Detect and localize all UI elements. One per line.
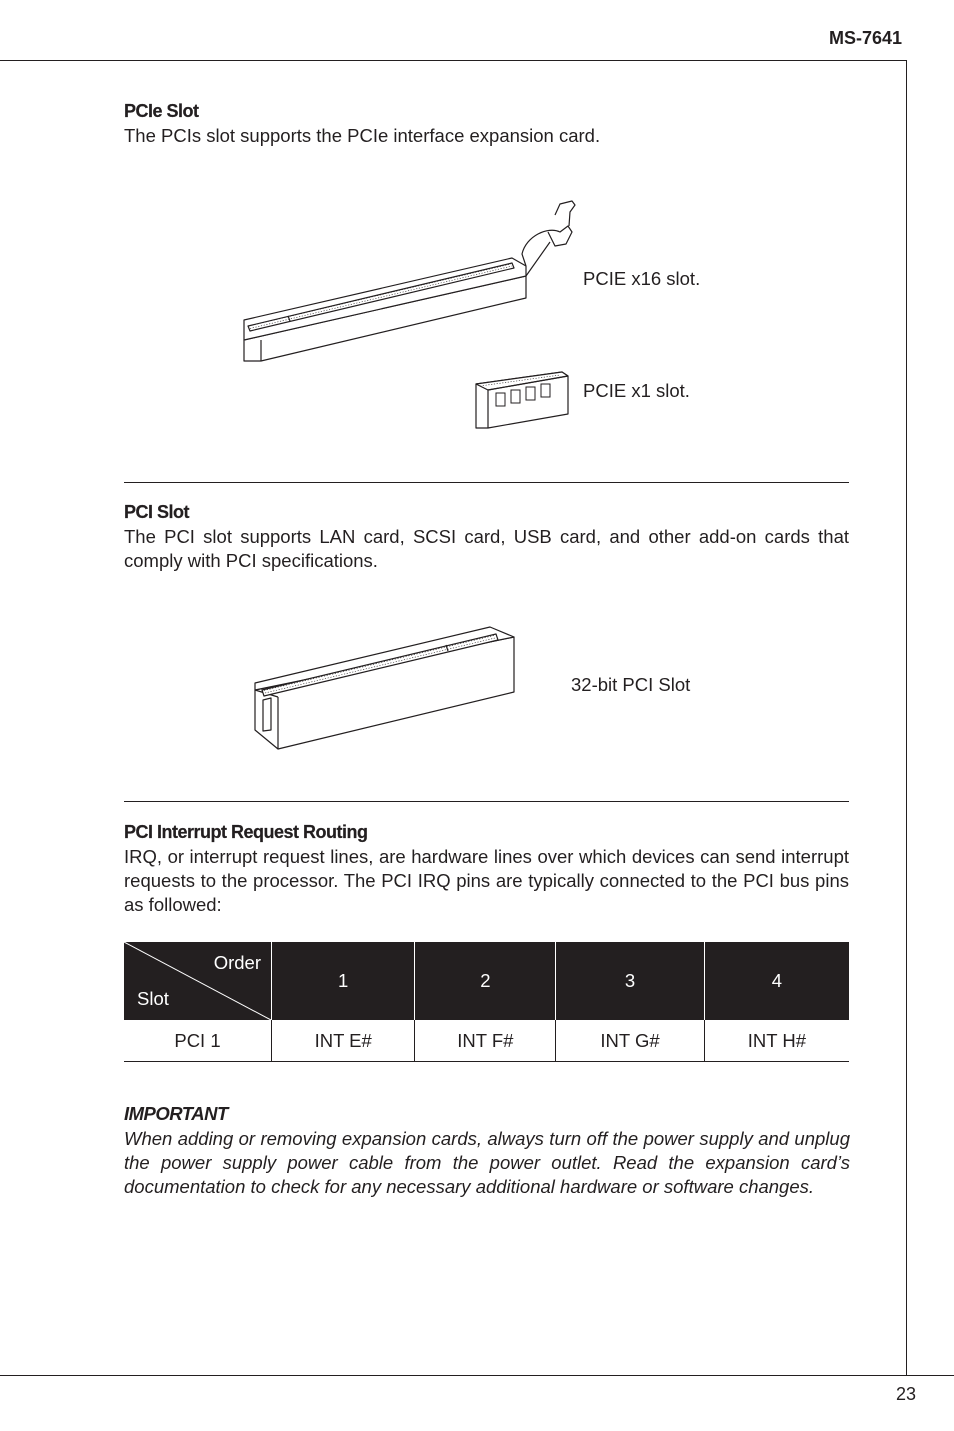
pcie-slot-heading: PCIe Slot: [124, 101, 199, 121]
corner-slot-label: Slot: [137, 988, 169, 1009]
slot-name-cell: PCI 1: [124, 1020, 272, 1062]
table-corner-cell: [124, 942, 272, 1020]
section-divider: [124, 801, 849, 802]
table-row: [124, 1020, 849, 1062]
order-header: 1: [272, 942, 415, 1020]
pci-slot-label: 32-bit PCI Slot: [571, 674, 691, 695]
important-note: When adding or removing expansion cards, always turn off the power supply and unplug the power supply power cable from the power outlet. Read the expansion card’s documentation to check for any necessary additional hardware or software changes.: [124, 1128, 850, 1197]
corner-order-label: Order: [213, 952, 261, 973]
order-header: 2: [415, 942, 556, 1020]
irq-cell: INT F#: [415, 1020, 556, 1062]
important-heading: IMPORTANT: [124, 1103, 228, 1124]
table-header-row: [124, 942, 849, 1020]
order-header: 4: [704, 942, 849, 1020]
irq-cell: INT H#: [704, 1020, 849, 1062]
pcie-x16-label: PCIE x16 slot.: [583, 268, 701, 289]
pci-slot-heading: PCI Slot: [124, 502, 190, 522]
order-header: 3: [556, 942, 704, 1020]
model-number: MS-7641: [828, 28, 902, 48]
pci-slot-description: The PCI slot supports LAN card, SCSI card, USB card, and other add-on cards that comply with PCI specifications.: [124, 526, 849, 571]
footer-rule: [0, 1375, 954, 1376]
irq-routing-heading: PCI Interrupt Request Routing: [124, 822, 368, 842]
margin-rule: [906, 60, 907, 1375]
irq-routing-table: [124, 942, 849, 1062]
pcie-x16-slot-illustration: [240, 195, 580, 370]
page-number: 23: [895, 1384, 916, 1404]
header-rule: [0, 60, 907, 61]
pcie-x1-label: PCIE x1 slot.: [583, 380, 690, 401]
pcie-slot-description: The PCIs slot supports the PCIe interface expansion card.: [124, 125, 601, 146]
irq-cell: INT G#: [556, 1020, 704, 1062]
section-divider: [124, 482, 849, 483]
pcie-x1-slot-illustration: [472, 368, 572, 432]
pci-32bit-slot-illustration: [250, 620, 520, 755]
irq-routing-description: IRQ, or interrupt request lines, are hardware lines over which devices can send interrupt requests to the processor. The PCI IRQ pins are typically connected to the PCI bus pins as followed:: [124, 846, 849, 915]
irq-cell: INT E#: [272, 1020, 415, 1062]
